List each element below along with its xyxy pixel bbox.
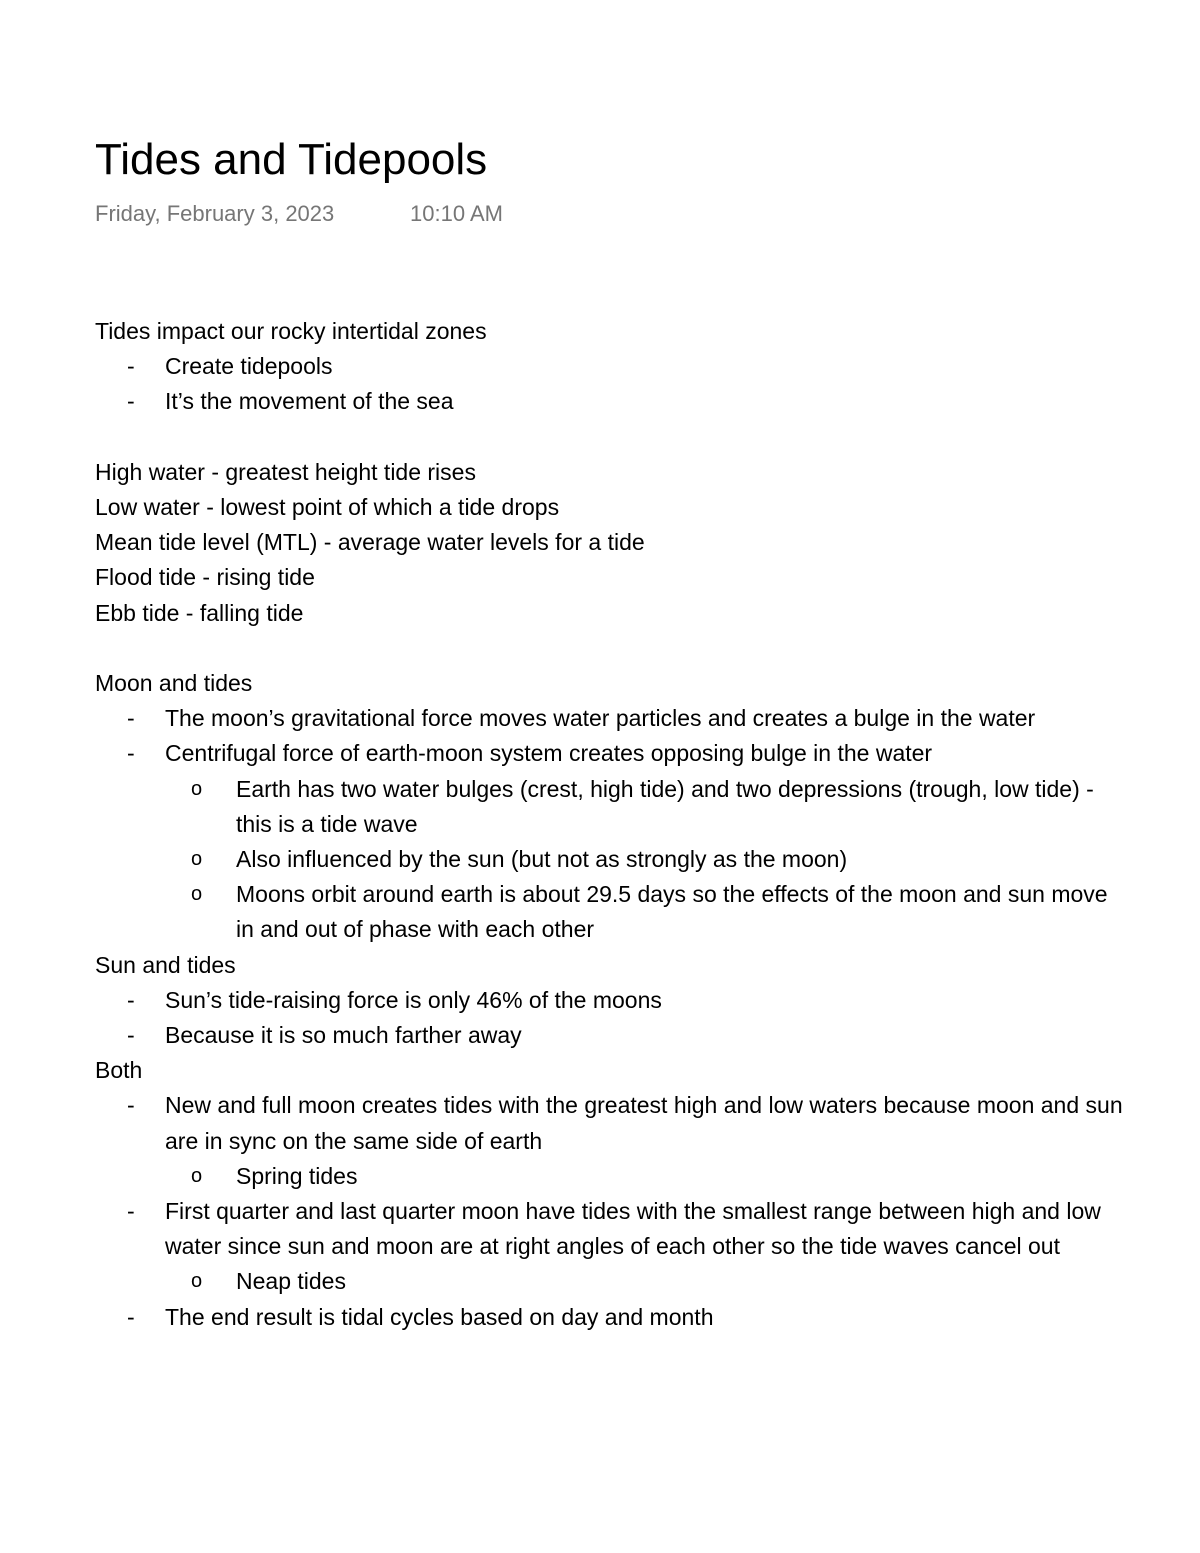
- circle-bullet: o: [191, 1270, 203, 1293]
- definition-mean-tide-level: Mean tide level (MTL) - average water levels for a tide: [95, 529, 645, 556]
- dash-bullet: -: [127, 388, 135, 415]
- list-item-text: The moon’s gravitational force moves water particles and creates a bulge in the water: [165, 705, 1036, 732]
- list-item: [95, 349, 1125, 384]
- blank-line: [95, 420, 1125, 455]
- list-item-text: Centrifugal force of earth-moon system creates opposing bulge in the water: [165, 740, 933, 767]
- sub-list-item: [95, 842, 1125, 877]
- list-item: [95, 384, 1125, 419]
- dash-bullet: -: [127, 705, 135, 732]
- list-item: [95, 1194, 1125, 1264]
- dash-bullet: -: [127, 1092, 135, 1119]
- circle-bullet: o: [191, 777, 203, 800]
- blank-line: [95, 631, 1125, 666]
- sub-list-item: [95, 772, 1125, 842]
- dash-bullet: -: [127, 353, 135, 380]
- note-date: Friday, February 3, 2023: [95, 201, 335, 226]
- list-item: [95, 736, 1125, 771]
- list-item: [95, 701, 1125, 736]
- list-item-text: Sun’s tide-raising force is only 46% of the moons: [165, 986, 662, 1013]
- definition-flood-tide: Flood tide - rising tide: [95, 564, 315, 591]
- sub-list-item-text: Neap tides: [236, 1268, 346, 1295]
- sub-list-item-text: Spring tides: [236, 1162, 358, 1189]
- list-item-text: First quarter and last quarter moon have tides with the smallest range between high and low water since sun and moon are at right angles of each other so the tide waves cancel out: [165, 1198, 1101, 1260]
- circle-bullet: o: [191, 1164, 203, 1187]
- page-title: Tides and Tidepools: [95, 135, 488, 184]
- sub-list-item: [95, 1264, 1125, 1299]
- section-heading-tides-impact: Tides impact our rocky intertidal zones: [95, 318, 487, 344]
- definition-ebb-tide: Ebb tide - falling tide: [95, 599, 304, 626]
- sub-list-item-text: Moons orbit around earth is about 29.5 days so the effects of the moon and sun move in and out of phase with each other: [236, 881, 1108, 943]
- dash-bullet: -: [127, 740, 135, 767]
- list-item-text: The end result is tidal cycles based on day and month: [165, 1303, 714, 1330]
- section-heading-moon: Moon and tides: [95, 670, 253, 696]
- sub-list-item-text: Also influenced by the sun (but not as strongly as the moon): [236, 846, 848, 873]
- list-item: [95, 983, 1125, 1018]
- section-heading-sun: Sun and tides: [95, 951, 236, 978]
- definition-high-water: High water - greatest height tide rises: [95, 458, 476, 485]
- circle-bullet: o: [191, 848, 203, 871]
- note-time: 10:10 AM: [410, 201, 503, 226]
- dash-bullet: -: [127, 1022, 135, 1049]
- list-item-text: New and full moon creates tides with the greatest high and low waters because moon and sun are in sync on the same side of earth: [165, 1092, 1123, 1154]
- list-item: [95, 1088, 1125, 1158]
- list-item: [95, 1300, 1125, 1335]
- circle-bullet: o: [191, 883, 203, 906]
- list-item: [95, 1018, 1125, 1053]
- sub-list-item: [95, 1159, 1125, 1194]
- dash-bullet: -: [127, 1303, 135, 1330]
- section-heading-both: Both: [95, 1057, 143, 1084]
- sub-list-item-text: Earth has two water bulges (crest, high tide) and two depressions (trough, low tide) - this is a tide wave: [236, 775, 1094, 837]
- sub-list-item: [95, 877, 1125, 947]
- list-item-text: It’s the movement of the sea: [165, 388, 454, 415]
- list-item-text: Create tidepools: [165, 353, 333, 380]
- list-item-text: Because it is so much farther away: [165, 1022, 522, 1049]
- dash-bullet: -: [127, 986, 135, 1013]
- definition-low-water: Low water - lowest point of which a tide drops: [95, 494, 560, 520]
- dash-bullet: -: [127, 1198, 135, 1225]
- note-body: [95, 314, 1125, 1335]
